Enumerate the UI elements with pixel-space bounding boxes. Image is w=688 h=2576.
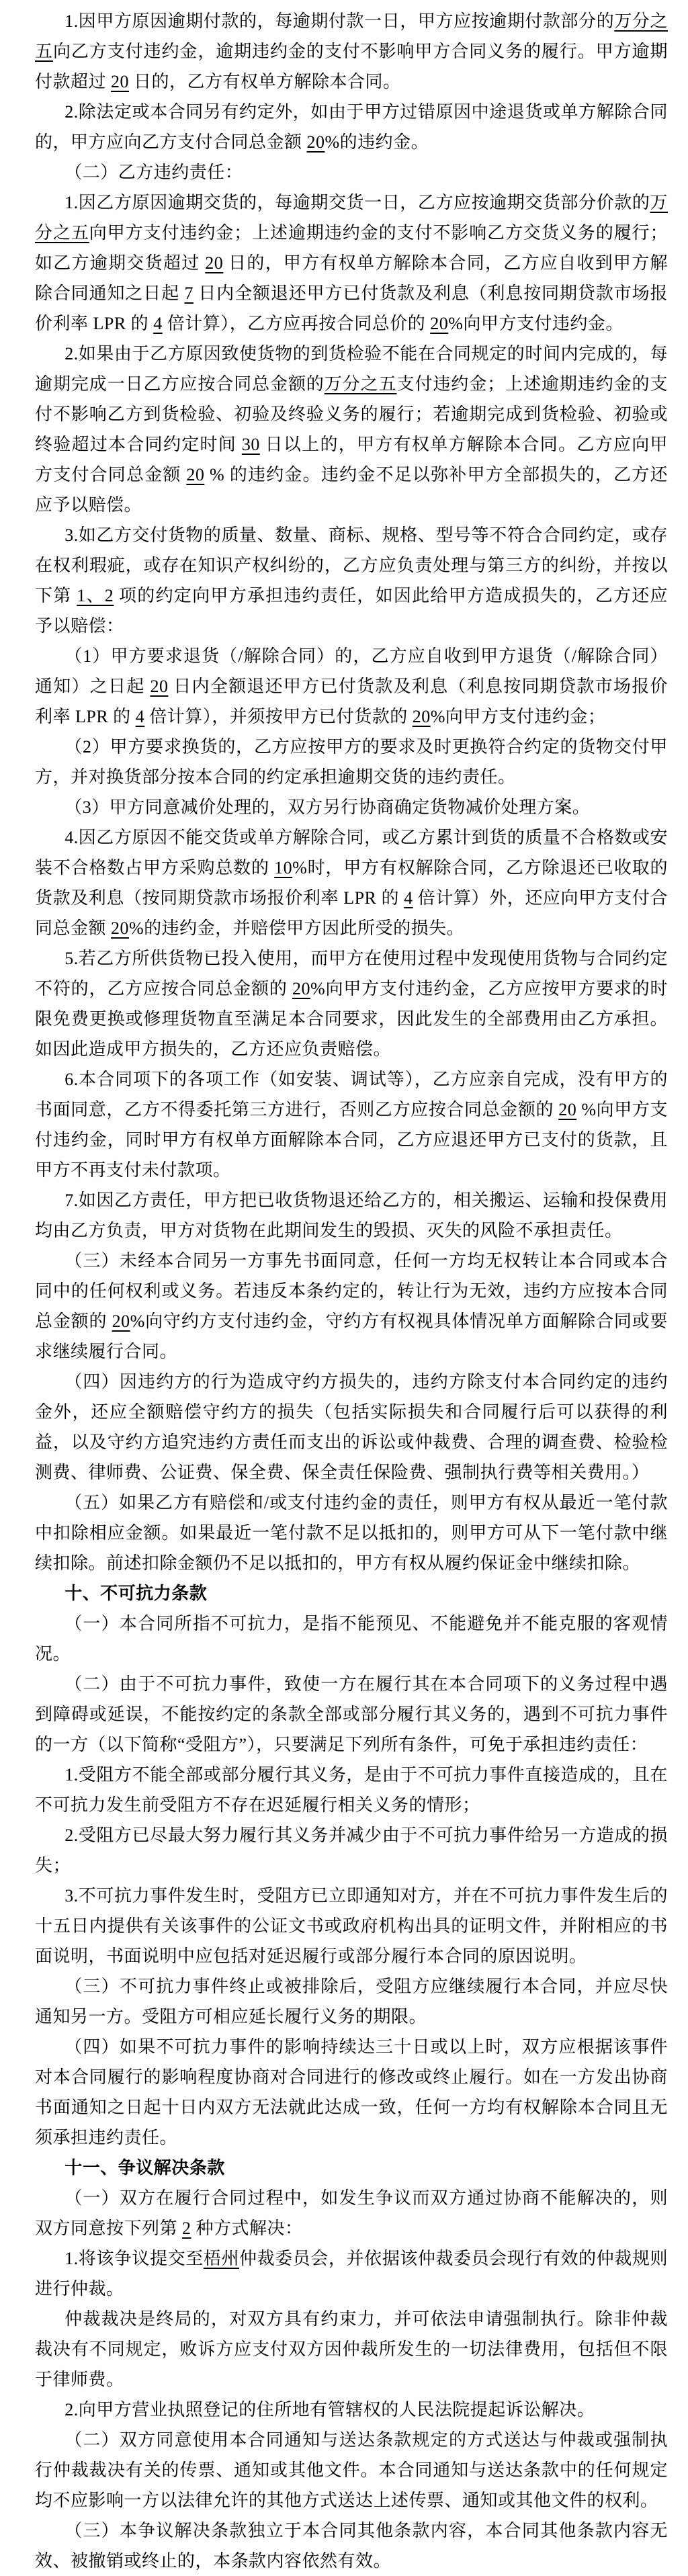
text-run: 1.受阻方不能全部或部分履行其义务，是由于不可抗力事件直接造成的，且在不可抗力发生前受阻方不存在迟延履行相关义务的情形；	[35, 1765, 668, 1815]
underlined-value: 20	[205, 253, 224, 273]
contract-paragraph	[35, 1820, 668, 1881]
text-run: （二）双方同意使用本合同通知与送达条款规定的方式送达与仲裁或强制执行仲裁裁决有关的传票、通知或其他文件。本合同通知与送达条款中的任何规定均不应影响一方以法律允许的其他方式送达上述传票、通知或其他文件的权利。	[35, 2430, 668, 2510]
section-heading	[35, 2153, 668, 2183]
text-run: 十一、争议解决条款	[64, 2158, 225, 2178]
contract-paragraph	[35, 1971, 668, 2032]
underlined-value: 20	[150, 677, 169, 696]
text-run: （二）由于不可抗力事件，致使一方在履行其在本合同项下的义务过程中遇到障碍或延误，不能按约定的条款全部或部分履行其义务的，遇到不可抗力事件的一方（以下简称“受阻方”），只要满足下列所有条件，可免于承担违约责任：	[35, 1674, 668, 1754]
text-run: 仲裁裁决是终局的，对双方具有约束力，并可依法申请强制执行。除非仲裁裁决有不同规定，败诉方应支付双方因仲裁所发生的一切法律费用，包括但不限于律师费。	[35, 2309, 668, 2389]
text-run: （四）因违约方的行为造成守约方损失的，违约方除支付本合同约定的违约金外，还应全额赔偿守约方的损失（包括实际损失和合同履行后可以获得的利益，以及守约方追究违约方责任而支出的诉讼或仲裁费、合理的调查费、检验检测费、律师费、公证费、保全费、保全责任保险费、强制执行费等相关费用。）	[35, 1372, 668, 1482]
text-run: 1.因甲方原因逾期付款的，每逾期付款一日，甲方应按逾期付款部分的	[64, 11, 615, 31]
underlined-value: 7	[184, 284, 194, 303]
text-run: 3.如乙方交付货物的质量、数量、商标、规格、型号等不符合合同约定，或存在权利瑕疵，或存在知识产权纠纷的，乙方应负责处理与第三方的纠纷，并按以下第	[35, 525, 668, 605]
underlined-value: 20	[306, 132, 325, 152]
underlined-value: 20	[292, 979, 310, 998]
underlined-value: 万分之五	[35, 11, 668, 61]
text-run: 支付违约金；上述逾期违约金的支付不影响乙方到货检验、初验及终验义务的履行；若逾期完成到货检验、初验或终验超过本合同约定时间	[35, 374, 668, 454]
underlined-value: 10	[274, 858, 293, 877]
underlined-value: 梧州	[203, 2249, 240, 2268]
underlined-value: 20	[412, 707, 431, 726]
contract-paragraph	[35, 1760, 668, 1820]
text-run: （三）本争议解决条款独立于本合同其他条款内容，本合同其他条款内容无效、被撤销或终止的，本条款内容依然有效。	[35, 2521, 668, 2571]
underlined-value: 30	[241, 435, 260, 454]
text-run: 日内全额退还甲方已付货款及利息（利息按同期贷款市场报价利率 LPR 的	[35, 284, 668, 333]
text-run: 日内全额退还甲方已付货款及利息（利息按同期贷款市场报价利率 LPR 的	[35, 677, 668, 726]
text-run: 倍计算），并须按甲方已付货款的	[144, 707, 413, 726]
underlined-value: 20	[111, 918, 130, 938]
underlined-value: 20	[112, 1312, 130, 1331]
contract-paragraph	[35, 187, 668, 339]
underlined-value: 万分之五	[35, 193, 668, 243]
text-run: （二）乙方违约责任：	[64, 163, 243, 182]
text-run: 5.若乙方所供货物已投入使用，而甲方在使用过程中发现使用货物与合同约定不符的，乙方应按合同总金额的	[35, 949, 668, 998]
contract-paragraph	[35, 2425, 668, 2516]
underlined-value: 20	[558, 1100, 577, 1119]
text-run: %时，甲方有权解除合同，乙方除退还已收取的货款及利息（按同期贷款市场报价利率 LPR 的	[35, 858, 668, 908]
text-run: 十、不可抗力条款	[64, 1584, 208, 1603]
text-run: （1）甲方要求退货（/解除合同）的，乙方应自收到甲方退货（/解除合同）通知）之日起	[35, 646, 668, 696]
text-run: （五）如果乙方有赔偿和/或支付违约金的责任，则甲方有权从最近一笔付款中扣除相应金额。如果最近一笔付款不足以抵扣的，则甲方可从下一笔付款中继续扣除。前述扣除金额仍不足以抵扣的，甲方有权从履约保证金中继续扣除。	[35, 1493, 668, 1573]
text-run: 向甲方支付违约金；上述逾期违约金的支付不影响乙方交货义务的履行；如乙方逾期交货超过	[35, 223, 668, 273]
contract-paragraph	[35, 2395, 668, 2425]
contract-paragraph	[35, 1669, 668, 1760]
text-run: %向甲方支付违约金；	[430, 707, 606, 726]
text-run: 种方式解决：	[191, 2219, 303, 2238]
text-run: 日的，甲方有权单方解除本合同，乙方应自收到甲方解除合同通知之日起	[35, 253, 668, 303]
text-run: %向甲方支付违约金。	[448, 314, 624, 333]
text-run: （2）甲方要求换货的，乙方应按甲方的要求及时更换符合约定的货物交付甲方，并对换货部分按本合同的约定承担逾期交货的违约责任。	[35, 737, 668, 787]
contract-paragraph	[35, 520, 668, 641]
contract-paragraph	[35, 97, 668, 157]
contract-paragraph	[35, 732, 668, 792]
contract-paragraph	[35, 2243, 668, 2304]
section-heading	[35, 1578, 668, 1608]
underlined-value: 20	[111, 72, 130, 91]
contract-paragraph	[35, 1246, 668, 1367]
text-run: （一）本合同所指不可抗力，是指不能预见、不能避免并不能克服的客观情况。	[35, 1614, 668, 1664]
contract-paragraph	[35, 1185, 668, 1246]
text-run: （一）双方在履行合同过程中，如发生争议而双方通过协商不能解决的，则双方同意按下列第	[35, 2188, 668, 2238]
text-run: 1.将该争议提交至	[64, 2249, 204, 2268]
text-run: 仲裁委员会，并依据该仲裁委员会现行有效的仲裁规则进行仲裁。	[35, 2249, 668, 2299]
contract-paragraph	[35, 2516, 668, 2576]
contract-paragraph	[35, 1881, 668, 1971]
contract-paragraph	[35, 2032, 668, 2153]
text-run: %的违约金，并赔偿甲方因此所受的损失。	[129, 918, 465, 938]
contract-paragraph	[35, 792, 668, 822]
text-run: 倍计算）外，还应向甲方支付合同总金额	[35, 888, 668, 938]
contract-paragraph	[35, 822, 668, 943]
text-run: （三）未经本合同另一方事先书面同意，任何一方均无权转让本合同或本合同中的任何权利或义务。若违反本条约定的，转让行为无效，违约方应按本合同总金额的	[35, 1251, 668, 1331]
contract-paragraph	[35, 1367, 668, 1488]
contract-paragraph	[35, 1488, 668, 1578]
contract-paragraph	[35, 641, 668, 732]
text-run: 日的，乙方有权单方解除本合同。	[129, 72, 401, 91]
text-run: 2.受阻方已尽最大努力履行其义务并减少由于不可抗力事件给另一方造成的损失；	[35, 1826, 668, 1875]
text-run: （四）如果不可抗力事件的影响持续达三十日或以上时，双方应根据该事件对本合同履行的影响程度协商对合同进行的修改或终止履行。如在一方发出协商书面通知之日起十日内双方无法就此达成一致，任何一方均有权解除本合同且无须承担违约责任。	[35, 2037, 668, 2147]
text-run: 4.因乙方原因不能交货或单方解除合同，或乙方累计到货的质量不合格数或安装不合格数占甲方采购总数的	[35, 828, 668, 877]
text-run: 2.除法定或本合同另有约定外，如由于甲方过错原因中途退货或单方解除合同的，甲方应向乙方支付合同总金额	[35, 102, 668, 152]
underlined-value: 20	[186, 465, 205, 484]
text-run: %的违约金。	[325, 132, 429, 152]
underlined-value: 1、2	[77, 586, 114, 605]
text-run: 倍计算），乙方应再按合同总价的	[162, 314, 431, 333]
contract-paragraph	[35, 2183, 668, 2243]
text-run: %向甲方支付违约金，同时甲方有权单方面解除本合同，乙方应退还甲方已支付的货款，且甲方不再支付未付款项。	[35, 1100, 668, 1180]
text-run: 7.如因乙方责任，甲方把已收货物退还给乙方的，相关搬运、运输和投保费用均由乙方负责，甲方对货物在此期间发生的毁损、灭失的风险不承担责任。	[35, 1191, 668, 1240]
text-run: % 的违约金。违约金不足以弥补甲方全部损失的，乙方还应予以赔偿。	[35, 465, 668, 515]
contract-paragraph	[35, 6, 668, 97]
contract-paragraph	[35, 2304, 668, 2395]
contract-paragraph	[35, 339, 668, 520]
text-run: （三）不可抗力事件终止或被排除后，受阻方应继续履行本合同，并应尽快通知另一方。受阻方可相应延长履行义务的期限。	[35, 1977, 668, 2026]
text-run: 6.本合同项下的各项工作（如安装、调试等），乙方应亲自完成，没有甲方的书面同意，乙方不得委托第三方进行，否则乙方应按合同总金额的	[35, 1070, 668, 1119]
contract-text	[35, 6, 668, 2576]
contract-paragraph	[35, 157, 668, 187]
text-run: 项的约定向甲方承担违约责任，如因此给甲方造成损失的，乙方还应予以赔偿：	[35, 586, 668, 636]
contract-paragraph	[35, 1064, 668, 1185]
underlined-value: 2	[182, 2219, 191, 2238]
underlined-value: 4	[404, 888, 413, 908]
text-run: %向甲方支付违约金，乙方应按甲方要求的时限免费更换或修理货物直至满足本合同要求，因此发生的全部费用由乙方承担。如因此造成甲方损失的，乙方还应负责赔偿。	[35, 979, 668, 1059]
text-run: 1.因乙方原因逾期交货的，每逾期交货一日，乙方应按逾期交货部分价款的	[64, 193, 650, 212]
contract-paragraph	[35, 943, 668, 1064]
text-run: %向守约方支付违约金，守约方有权视具体情况单方面解除合同或要求继续履行合同。	[35, 1312, 668, 1361]
contract-paragraph	[35, 1608, 668, 1669]
text-run: 2.向甲方营业执照登记的住所地有管辖权的人民法院提起诉讼解决。	[64, 2400, 595, 2419]
underlined-value: 20	[430, 314, 449, 333]
text-run: 日以上的，甲方有权单方解除本合同。乙方应向甲方支付合同总金额	[35, 435, 668, 484]
underlined-value: 4	[135, 707, 145, 726]
text-run: 向乙方支付违约金，逾期违约金的支付不影响甲方合同义务的履行。甲方逾期付款超过	[35, 42, 668, 91]
text-run: （3）甲方同意减价处理的，双方另行协商确定货物减价处理方案。	[64, 798, 591, 817]
underlined-value: 4	[153, 314, 163, 333]
text-run: 2.如果由于乙方原因致使货物的到货检验不能在合同规定的时间内完成的，每逾期完成一日乙方应按合同总金额的	[35, 344, 668, 394]
text-run: 3.不可抗力事件发生时，受阻方已立即通知对方，并在不可抗力事件发生后的十五日内提供有关该事件的公证文书或政府机构出具的证明文件，并附相应的书面说明，书面说明中应包括对延迟履行或部分履行本合同的原因说明。	[35, 1886, 668, 1966]
underlined-value: 万分之五	[324, 374, 397, 394]
